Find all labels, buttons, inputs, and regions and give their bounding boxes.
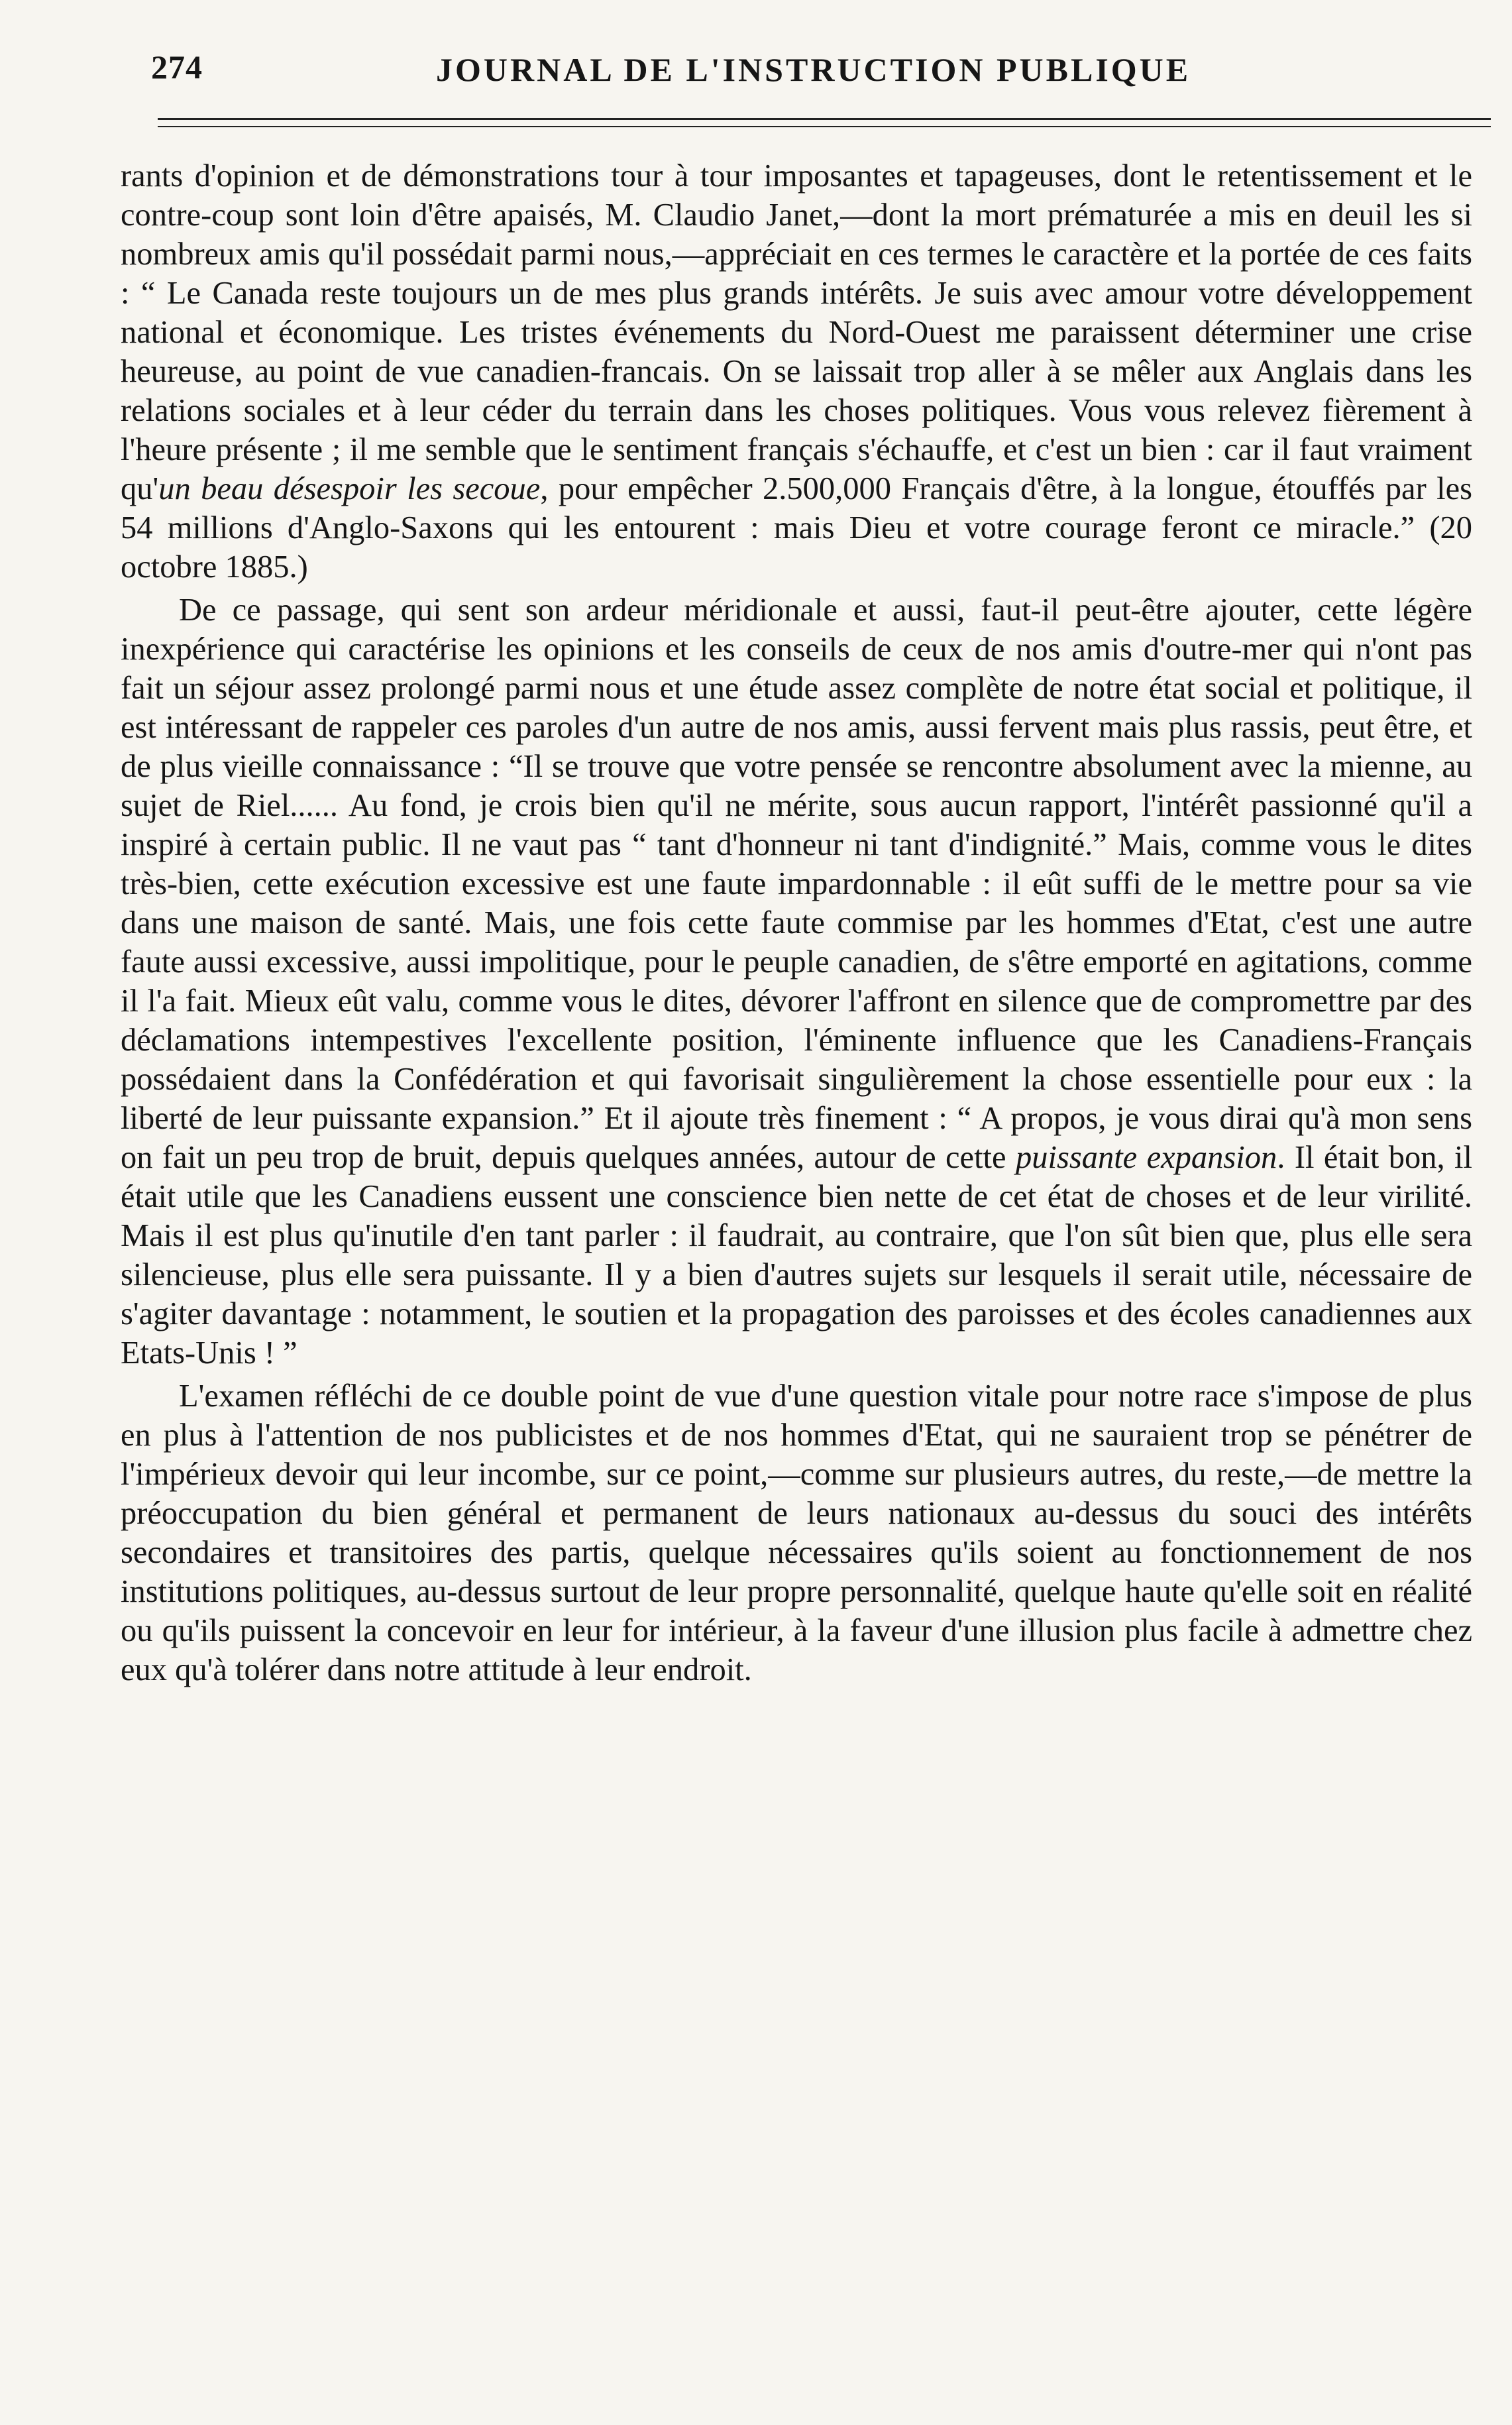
header-rule-secondary xyxy=(158,126,1491,127)
paragraph-2-text-a: De ce passage, qui sent son ardeur méridionale et aussi, faut-il peut-être ajouter, cette légère inexpérience qui caractérise les opinions et les conseils de ceux de nos amis d'outre-mer qui n'ont pas fait un séjour assez prolongé parmi nous et une étude assez complète de notre état social et politique, il est intéressant de rappeler ces paroles d'un autre de nos amis, aussi fervent mais plus rassis, peut être, et de plus vieille connaissance : “Il se trouve que votre pensée se rencontre absolument avec la mienne, au sujet de Riel...... Au fond, je crois bien qu'il ne mérite, sous aucun rapport, l'intérêt passionné qu'il a inspiré à certain public. Il ne vaut pas “ tant d'honneur ni tant d'indignité.” Mais, comme vous le dites très-bien, cette exécution excessive est une faute impardonnable : il eût suffi de le mettre pour sa vie dans une maison de santé. Mais, une fois cette faute commise par les hommes d'Etat, c'est une autre faute aussi excessive, aussi impolitique, pour le peuple canadien, de s'être emporté en agitations, comme il l'a fait. Mieux eût valu, comme vous le dites, dévorer l'affront en silence que de compromettre par des déclamations intempestives l'excellente position, l'éminente influence que les Canadiens-Français possédaient dans la Confédération et qui favorisait singulièrement la chose essentielle pour eux : la liberté de leur puissante expansion.” Et il ajoute très finement : “ A propos, je vous dirai qu'à mon sens on fait un peu trop de bruit, depuis quelques années, autour de cette xyxy=(121,592,1472,1175)
paragraph-1 xyxy=(121,156,1472,587)
paragraph-2-text-b: . Il était bon, il était utile que les Canadiens eussent une conscience bien nette de cet état de choses et de leur virilité. Mais il est plus qu'inutile d'en tant parler : il faudrait, au contraire, que l'on sût bien que, plus elle sera silencieuse, plus elle sera puissante. Il y a bien d'autres sujets sur lesquels il serait utile, nécessaire de s'agiter davantage : notamment, le soutien et la propagation des paroisses et des écoles canadiennes aux Etats-Unis ! ” xyxy=(121,1140,1472,1371)
page-number: 274 xyxy=(151,48,203,85)
running-head xyxy=(151,42,1377,115)
paragraph-2-italic: puissante expansion xyxy=(1015,1140,1277,1175)
header-rule xyxy=(158,118,1491,120)
paragraph-2 xyxy=(121,591,1472,1373)
article-body xyxy=(121,156,1472,1689)
paragraph-3: L'examen réfléchi de ce double point de vue d'une question vitale pour notre race s'impose de plus en plus à l'attention de nos publicistes et de nos hommes d'Etat, qui ne sauraient trop se pénétrer de l'impérieux devoir qui leur incombe, sur ce point,—comme sur plusieurs autres, du reste,—de mettre la préoccupation du bien général et permanent de leurs nationaux au-dessus du souci des intérêts secondaires et transitoires des partis, quelque nécessaires qu'ils soient au fonctionnement de nos institutions politiques, au-dessus surtout de leur propre personnalité, quelque haute qu'elle soit en réalité ou qu'ils puissent la concevoir en leur for intérieur, à la faveur d'une illusion plus facile à admettre chez eux qu'à tolérer dans notre attitude à leur endroit. xyxy=(121,1379,1472,1687)
journal-title: JOURNAL DE L'INSTRUCTION PUBLIQUE xyxy=(436,51,1191,88)
paragraph-1-text-b: , pour empêcher 2.500,000 Français d'être, à la longue, étouffés par les 54 millions d'Anglo-Saxons qui les entourent : mais Dieu et votre courage feront ce miracle.” (20 octobre 1885.) xyxy=(121,471,1473,585)
paragraph-1-text-a: rants d'opinion et de démonstrations tour à tour imposantes et tapageuses, dont le retentissement et le contre-coup sont loin d'être apaisés, M. Claudio Janet,—dont la mort prématurée a mis en deuil les si nombreux amis qu'il possédait parmi nous,—appréciait en ces termes le caractère et la portée de ces faits : “ Le Canada reste toujours un de mes plus grands intérêts. Je suis avec amour votre développement national et économique. Les tristes événements du Nord-Ouest me paraissent déterminer une crise heureuse, au point de vue canadien-francais. On se laissait trop aller à se mêler aux Anglais dans les relations sociales et à leur céder du terrain dans les choses politiques. Vous vous relevez fièrement à l'heure présente ; il me semble que le sentiment français s'échauffe, et c'est un bien : car il faut vraiment qu' xyxy=(121,158,1472,506)
paragraph-1-italic: un beau désespoir les secoue xyxy=(158,471,541,506)
